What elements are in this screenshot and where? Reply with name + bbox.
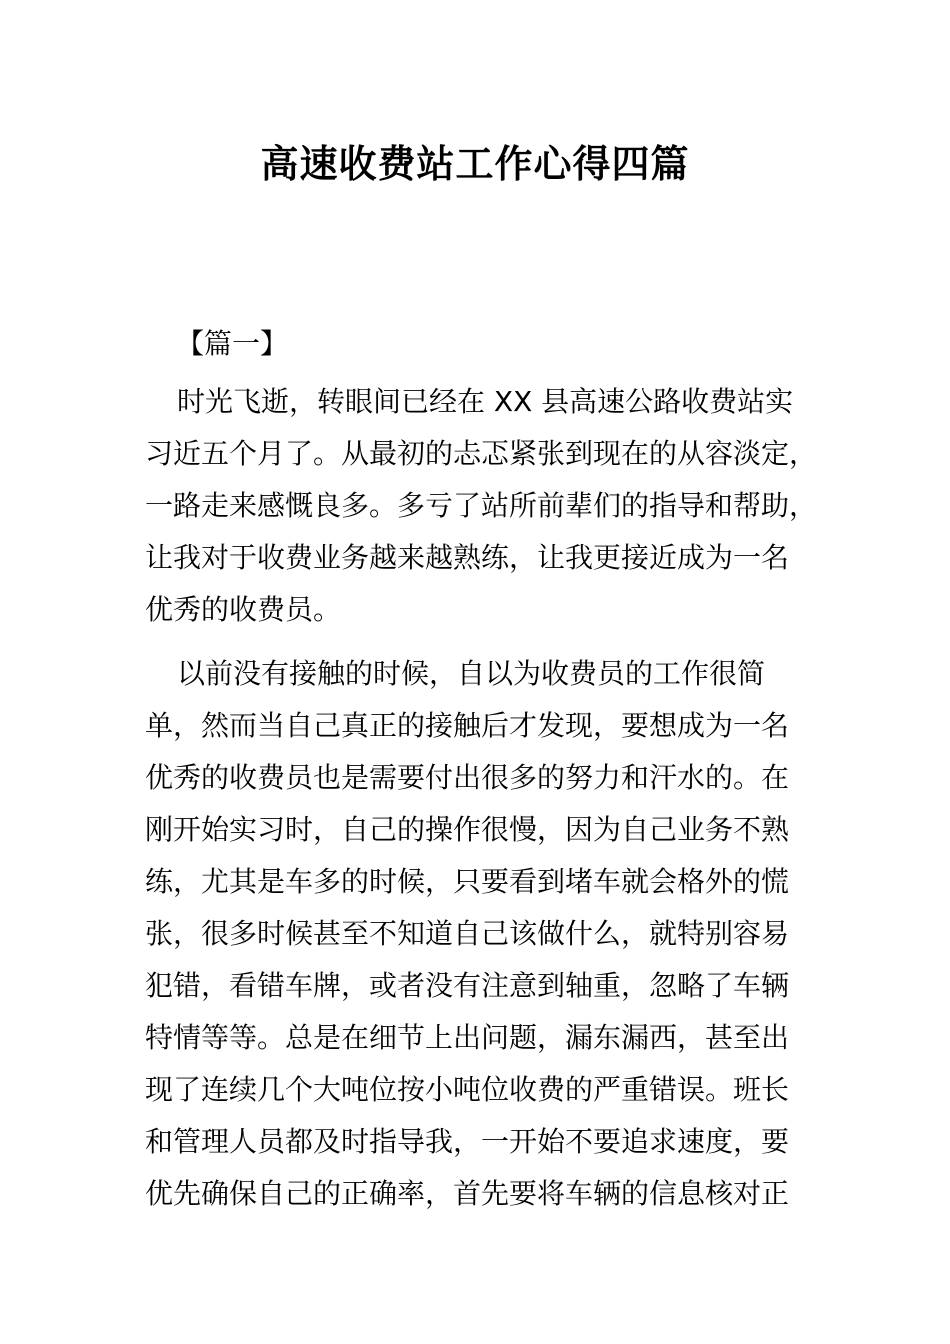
body-text: [145, 376, 818, 1220]
paragraph-line: 时光飞逝，转眼间已经在 XX 县高速公路收费站实: [177, 385, 794, 418]
paragraph-2: [145, 648, 807, 1220]
paragraph-line: 优秀的收费员。: [145, 593, 342, 626]
paragraph-line: 一路走来感慨良多。多亏了站所前辈们的指导和帮助，: [145, 489, 818, 522]
document-title: 高速收费站工作心得四篇: [260, 142, 690, 186]
paragraph-line: 和管理人员都及时指导我，一开始不要追求速度，要: [145, 1125, 790, 1158]
paragraph-line: 单，然而当自己真正的接触后才发现，要想成为一名: [145, 709, 790, 742]
paragraph-line: 习近五个月了。从最初的忐忑紧张到现在的从容淡定，: [145, 437, 818, 470]
paragraph-1: [145, 376, 818, 636]
paragraph-line: 犯错，看错车牌，或者没有注意到轴重，忽略了车辆: [145, 969, 790, 1002]
paragraph-line: 优秀的收费员也是需要付出很多的努力和汗水的。在: [145, 761, 790, 794]
paragraph-line: 刚开始实习时，自己的操作很慢，因为自己业务不熟: [145, 813, 790, 846]
paragraph-line: 张，很多时候甚至不知道自己该做什么，就特别容易: [145, 917, 790, 950]
section-label: 【篇一】: [176, 327, 289, 360]
paragraph-line: 现了连续几个大吨位按小吨位收费的严重错误。班长: [145, 1073, 790, 1106]
paragraph-line: 以前没有接触的时候，自以为收费员的工作很简: [177, 657, 766, 690]
paragraph-line: 优先确保自己的正确率，首先要将车辆的信息核对正: [145, 1177, 790, 1210]
paragraph-line: 练，尤其是车多的时候，只要看到堵车就会格外的慌: [145, 865, 790, 898]
paragraph-line: 特情等等。总是在细节上出问题，漏东漏西，甚至出: [145, 1021, 790, 1054]
paragraph-line: 让我对于收费业务越来越熟练，让我更接近成为一名: [145, 541, 790, 574]
